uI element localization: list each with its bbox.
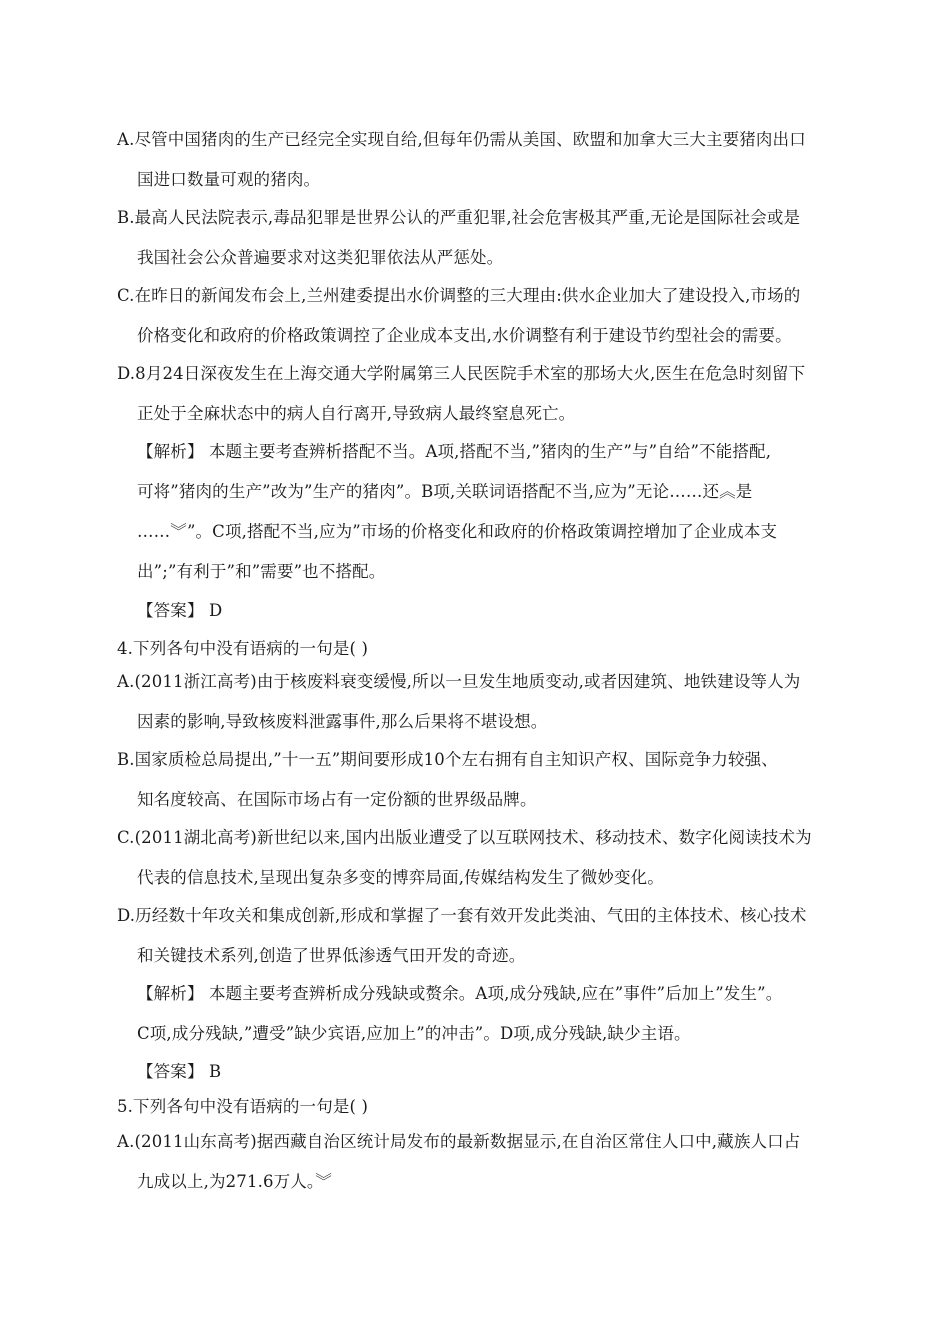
q4-answer: 【答案】 B <box>137 1062 222 1081</box>
q4-stem: 4.下列各句中没有语病的一句是( ) <box>117 639 369 658</box>
q3-analysis-line1: 【解析】 本题主要考查辨析搭配不当。A项,搭配不当,”猪肉的生产”与”自给”不能搭配, <box>137 442 772 461</box>
q3-option-c-line1: C.在昨日的新闻发布会上,兰州建委提出水价调整的三大理由:供水企业加大了建设投入,市场的 <box>117 286 801 305</box>
q5-stem: 5.下列各句中没有语病的一句是( ) <box>117 1097 369 1116</box>
q4-option-c-line1: C.(2011湖北高考)新世纪以来,国内出版业遭受了以互联网技术、移动技术、数字化阅读技术为 <box>117 828 812 847</box>
q4-analysis-line1: 【解析】 本题主要考查辨析成分残缺或赘余。A项,成分残缺,应在”事件”后加上”发生”。 <box>137 984 783 1003</box>
q3-option-a-line1: A.尽管中国猪肉的生产已经完全实现自给,但每年仍需从美国、欧盟和加拿大三大主要猪肉出口 <box>117 130 806 149</box>
q4-option-b-line1: B.国家质检总局提出,”十一五”期间要形成10个左右拥有自主知识产权、国际竞争力较强、 <box>117 750 778 769</box>
q3-analysis-line4: 出”;”有利于”和”需要”也不搭配。 <box>137 562 386 581</box>
q4-option-d-line2: 和关键技术系列,创造了世界低渗透气田开发的奇迹。 <box>137 946 526 965</box>
q3-answer: 【答案】 D <box>137 601 223 620</box>
q4-option-c-line2: 代表的信息技术,呈现出复杂多变的博弈局面,传媒结构发生了微妙变化。 <box>137 868 664 887</box>
q3-analysis-line3: ……︾”。C项,搭配不当,应为”市场的价格变化和政府的价格政策调控增加了企业成本支 <box>137 522 778 541</box>
q4-option-a-line2: 因素的影响,导致核废料泄露事件,那么后果将不堪设想。 <box>137 712 548 731</box>
q3-option-c-line2: 价格变化和政府的价格政策调控了企业成本支出,水价调整有利于建设节约型社会的需要。 <box>137 326 792 345</box>
q3-analysis-line2: 可将”猪肉的生产”改为”生产的猪肉”。B项,关联词语搭配不当,应为”无论……还︽是 <box>137 482 753 501</box>
q3-option-b-line1: B.最高人民法院表示,毒品犯罪是世界公认的严重犯罪,社会危害极其严重,无论是国际社会或是 <box>117 208 801 227</box>
q5-option-a-line1: A.(2011山东高考)据西藏自治区统计局发布的最新数据显示,在自治区常住人口中,藏族人口占 <box>117 1132 801 1151</box>
q4-option-a-line1: A.(2011浙江高考)由于核废料衰变缓慢,所以一旦发生地质变动,或者因建筑、地铁建设等人为 <box>117 672 801 691</box>
q3-option-a-line2: 国进口数量可观的猪肉。 <box>137 170 321 189</box>
q3-option-d-line1: D.8月24日深夜发生在上海交通大学附属第三人民医院手术室的那场大火,医生在危急时刻留下 <box>117 364 806 383</box>
q5-option-a-line2: 九成以上,为271.6万人。︾ <box>137 1172 332 1191</box>
q4-analysis-line2: C项,成分残缺,”遭受”缺少宾语,应加上”的冲击”。D项,成分残缺,缺少主语。 <box>137 1024 691 1043</box>
q3-option-d-line2: 正处于全麻状态中的病人自行离开,导致病人最终窒息死亡。 <box>137 404 576 423</box>
q4-option-d-line1: D.历经数十年攻关和集成创新,形成和掌握了一套有效开发此类油、气田的主体技术、核心技术 <box>117 906 807 925</box>
q4-option-b-line2: 知名度较高、在国际市场占有一定份额的世界级品牌。 <box>137 790 537 809</box>
q3-option-b-line2: 我国社会公众普遍要求对这类犯罪依法从严惩处。 <box>137 248 504 267</box>
